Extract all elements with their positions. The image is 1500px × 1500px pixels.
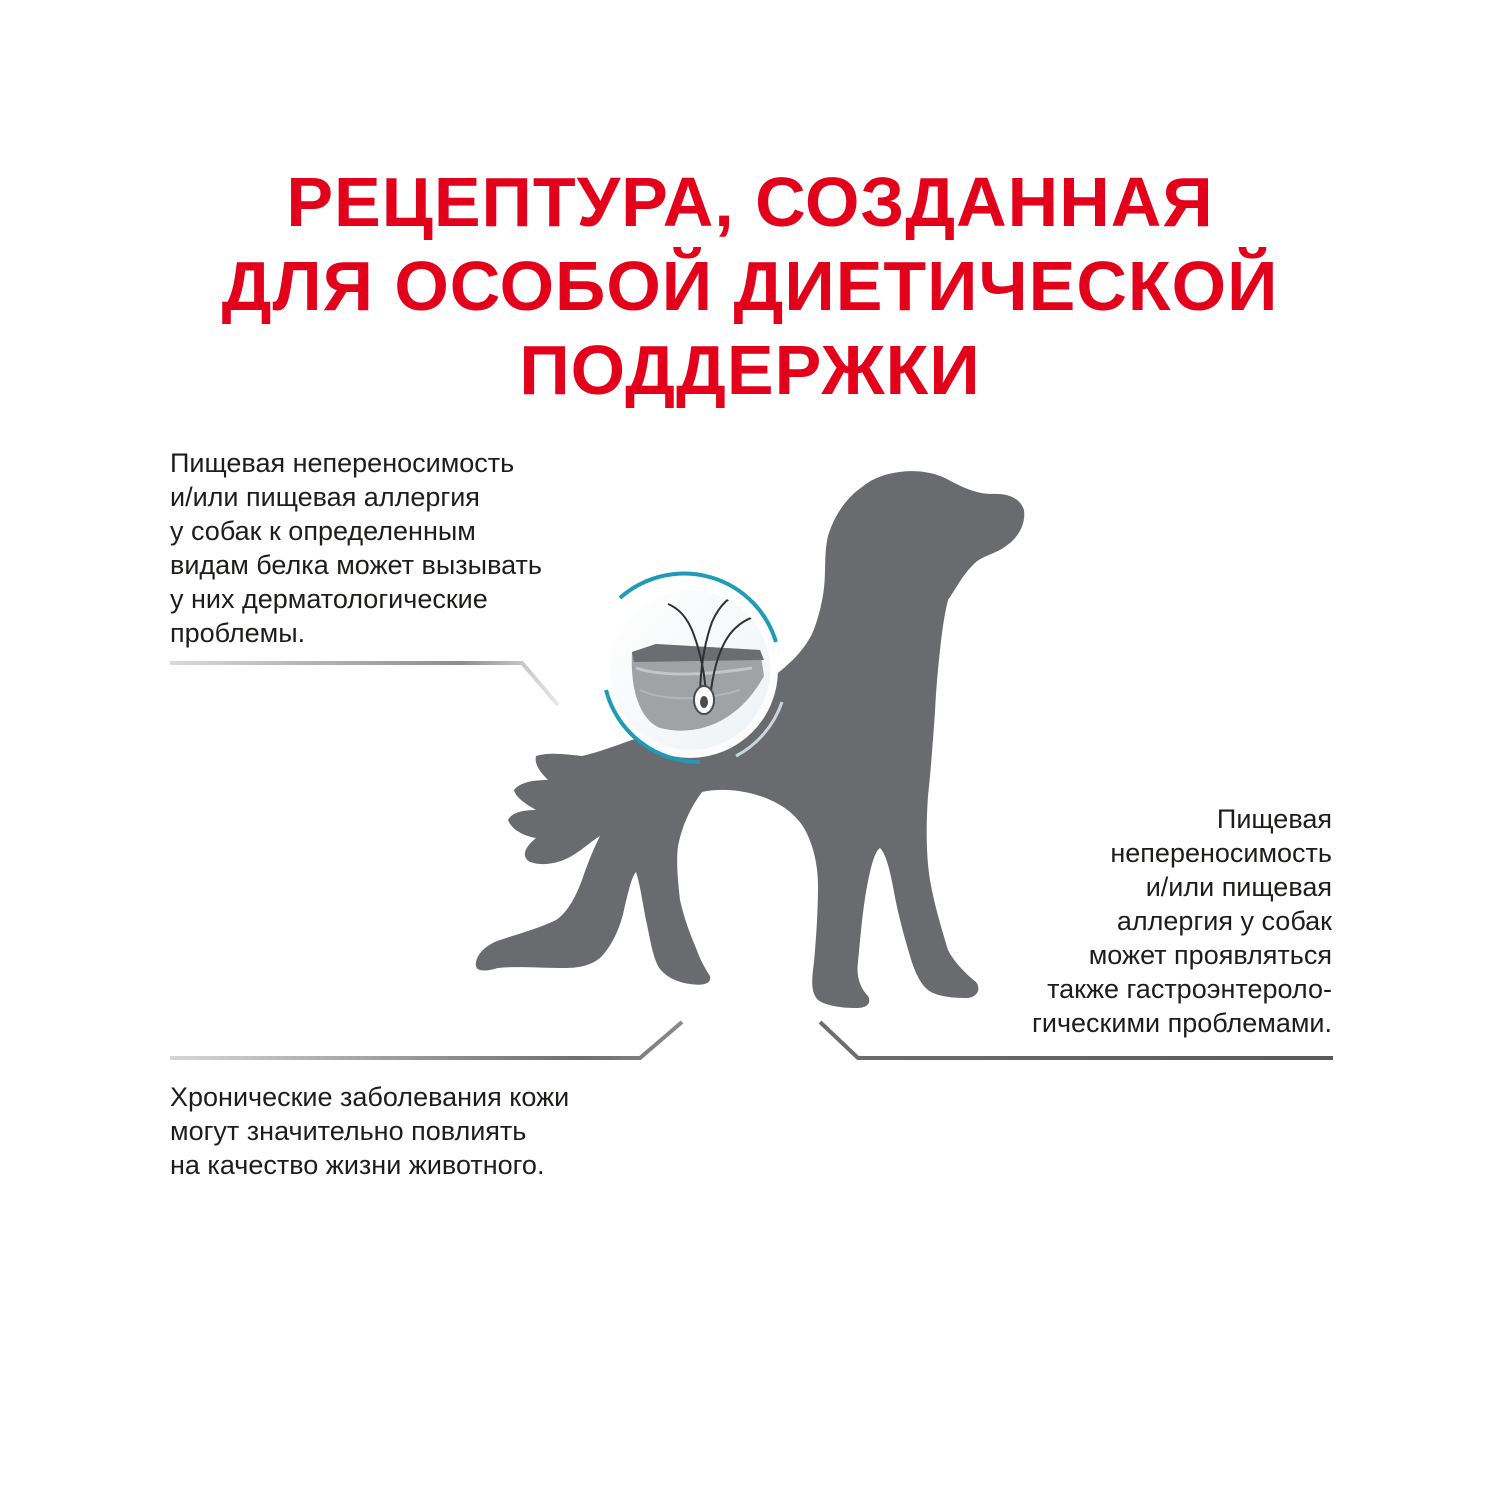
note-line: могут значительно повлиять xyxy=(170,1116,527,1146)
headline-line-2: ДЛЯ ОСОБОЙ ДИЕТИЧЕСКОЙ xyxy=(221,247,1279,325)
note-line: гическими проблемами. xyxy=(1032,1008,1332,1038)
note-line: у собак к определенным xyxy=(170,516,476,546)
note-line: и/или пищевая xyxy=(1145,872,1332,902)
note-line: проблемы. xyxy=(170,618,306,648)
note-line: у них дерматологические xyxy=(170,584,488,614)
callout-line-bottom-left xyxy=(170,1022,682,1058)
note-line: видам белка может вызывать xyxy=(170,550,542,580)
headline-line-3: ПОДДЕРЖКИ xyxy=(519,331,981,409)
note-line: и/или пищевая аллергия xyxy=(170,482,480,512)
note-line: Пищевая xyxy=(1216,804,1332,834)
note-line: может проявляться xyxy=(1088,940,1332,970)
note-line: также гастроэнтероло- xyxy=(1047,974,1332,1004)
note-skin-problems xyxy=(170,446,542,650)
note-gastro-problems xyxy=(1032,802,1332,1040)
note-line: Хронические заболевания кожи xyxy=(170,1082,570,1112)
note-line: непереносимость xyxy=(1110,838,1332,868)
callout-line-top-left xyxy=(170,663,558,705)
note-line: аллергия у собак xyxy=(1116,906,1332,936)
headline-line-1: РЕЦЕПТУРА, СОЗДАННАЯ xyxy=(286,163,1214,241)
note-line: Пищевая непереносимость xyxy=(170,448,515,478)
dog-silhouette-icon xyxy=(476,471,1025,1008)
note-line: на качество жизни животного. xyxy=(170,1150,545,1180)
note-chronic-skin xyxy=(170,1080,569,1182)
